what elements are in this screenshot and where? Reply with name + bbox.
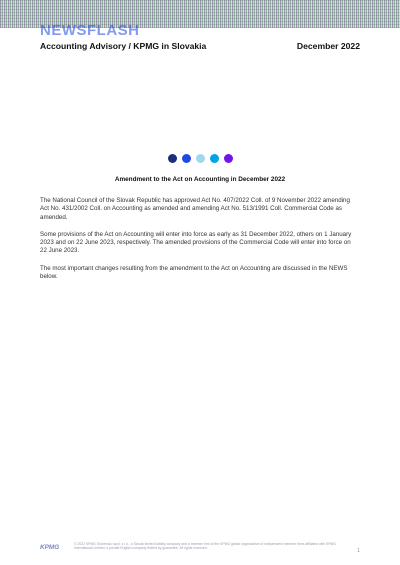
header-section: Accounting Advisory / KPMG in Slovakia [40,41,207,51]
document-body [40,197,358,290]
header-row [40,41,360,51]
page-number: 1 [357,548,360,554]
dot-icon [224,154,233,163]
paragraph: The most important changes resulting from the amendment to the Act on Accounting are discussed in the NEWS below. [40,264,348,281]
dot-icon [196,154,205,163]
dot-icon [168,154,177,163]
masthead: NEWSFLASH [40,22,140,39]
dot-icon [182,154,191,163]
document-title: Amendment to the Act on Accounting in December 2022 [114,176,286,183]
footer-legal-text: © 2022 KPMG Slovensko spol. s r.o., a Slovak limited liability company and a member firm of the KPMG global organization of independent member firms affiliated with KPMG International Limited, a private English company limited by guarantee. All rights reserved. [74,542,336,551]
dot-icon [210,154,219,163]
decorative-dots [0,154,400,163]
paragraph: The National Council of the Slovak Republic has approved Act No. 407/2022 Coll. of 9 November 2022 amending Act No. 431/2002 Coll. on Accounting as amended and amending Act No. 513/1991 Coll. Commercial Code as amended. [40,197,350,221]
kpmg-logo: KPMG [40,544,60,551]
header-date: December 2022 [296,41,360,51]
page-footer [40,542,360,554]
paragraph: Some provisions of the Act on Accounting will enter into force as early as 31 December 2022, others on 1 January 2023 and on 22 June 2023, respectively. The amended provisions of the Commercial Code will enter into force on 22 June 2023. [40,230,352,255]
